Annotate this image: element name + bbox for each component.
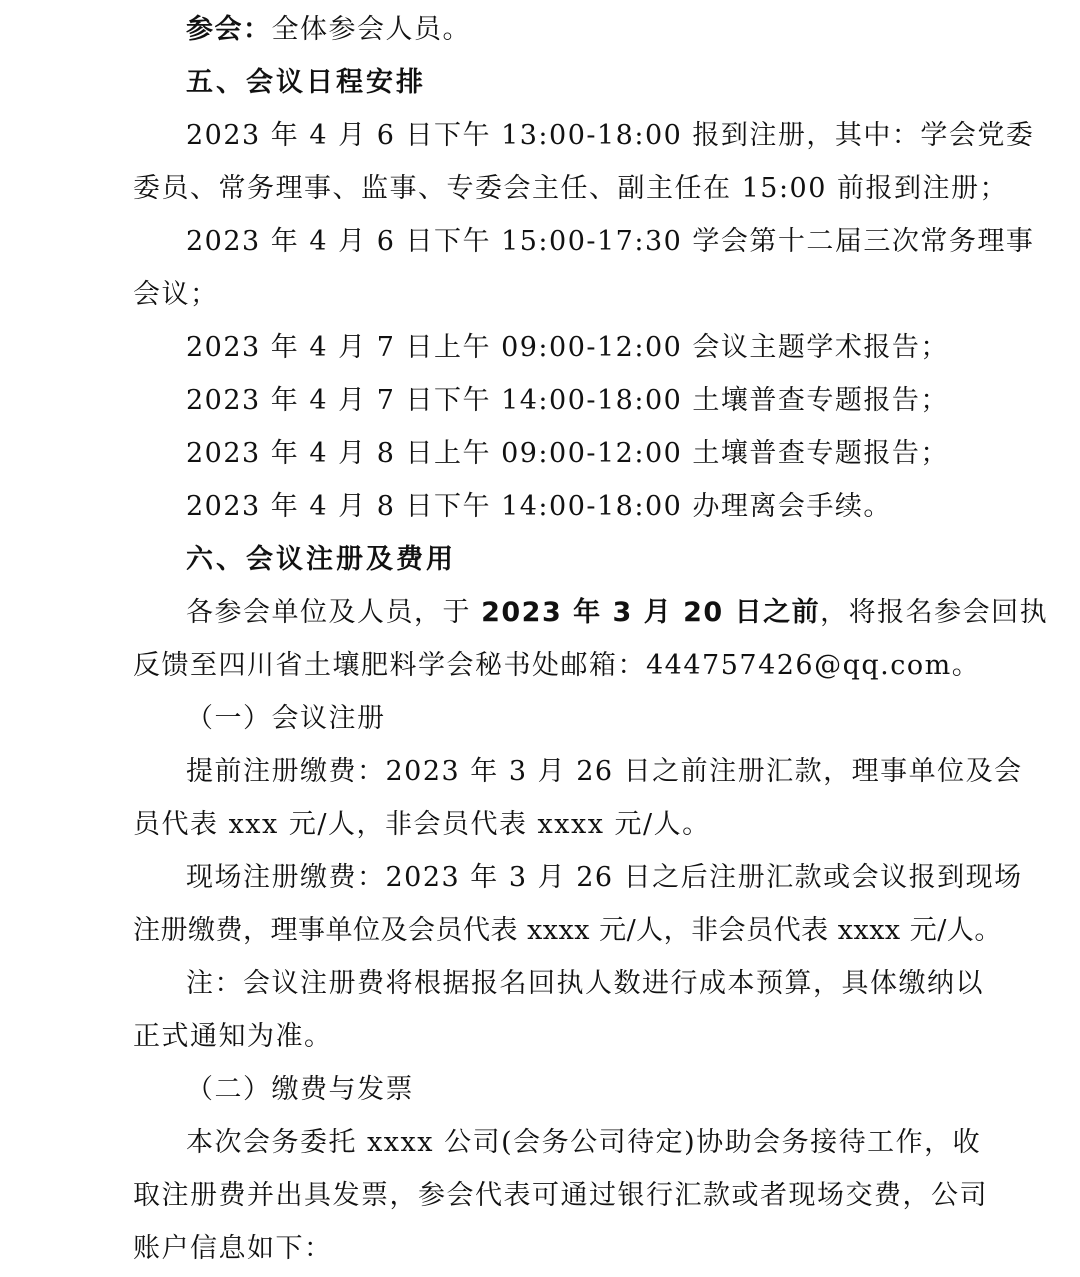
onsite-registration-line1 bbox=[0, 858, 1080, 898]
schedule-item-1-line2 bbox=[0, 169, 1080, 209]
schedule-item-1-line2-text: 委员、常务理事、监事、专委会主任、副主任在 15:00 前报到注册； bbox=[133, 173, 1008, 204]
section5-heading: 五、会议日程安排 bbox=[186, 67, 426, 98]
note-line2: 正式通知为准。 bbox=[133, 1021, 333, 1052]
invoice-line3: 账户信息如下： bbox=[133, 1233, 333, 1264]
section6-heading: 六、会议注册及费用 bbox=[186, 544, 456, 575]
subsection2-heading: （二）缴费与发票 bbox=[186, 1074, 414, 1105]
schedule-item-2-line1-text: 2023 年 4 月 6 日下午 15:00-17:30 学会第十二届三次常务理事 bbox=[186, 226, 1035, 257]
schedule-item-2-line1 bbox=[0, 222, 1080, 262]
invoice-line1 bbox=[0, 1123, 1080, 1163]
note-line1 bbox=[0, 964, 1080, 1004]
note-line1-text: 注：会议注册费将根据报名回执人数进行成本预算，具体缴纳以 bbox=[186, 968, 984, 999]
schedule-item-2-line2: 会议； bbox=[133, 279, 219, 310]
early-registration-line1-text: 提前注册缴费：2023 年 3 月 26 日之前注册汇款，理事单位及会 bbox=[186, 756, 1023, 787]
registration-intro-line1 bbox=[0, 593, 1080, 633]
attendees-line bbox=[0, 10, 1080, 50]
onsite-registration-line1-text: 现场注册缴费：2023 年 3 月 26 日之后注册汇款或会议报到现场 bbox=[186, 862, 1023, 893]
schedule-item-3: 2023 年 4 月 7 日上午 09:00-12:00 会议主题学术报告； bbox=[186, 332, 949, 363]
schedule-item-6: 2023 年 4 月 8 日下午 14:00-18:00 办理离会手续。 bbox=[186, 491, 892, 522]
registration-intro-post: ，将报名参会回执 bbox=[820, 597, 1049, 628]
early-registration-line1 bbox=[0, 752, 1080, 792]
attendees-label: 参会： bbox=[186, 14, 272, 45]
subsection1-heading: （一）会议注册 bbox=[186, 703, 386, 734]
onsite-registration-line2: 注册缴费，理事单位及会员代表 xxxx 元/人，非会员代表 xxxx 元/人。 bbox=[133, 915, 1002, 946]
early-registration-line2: 员代表 xxx 元/人，非会员代表 xxxx 元/人。 bbox=[133, 809, 711, 840]
registration-intro-line2: 反馈至四川省土壤肥料学会秘书处邮箱：444757426@qq.com。 bbox=[133, 650, 981, 681]
invoice-line2-text: 取注册费并出具发票，参会代表可通过银行汇款或者现场交费，公司 bbox=[133, 1180, 988, 1211]
registration-intro-pre: 各参会单位及人员，于 bbox=[186, 597, 482, 628]
schedule-item-1-line1-text: 2023 年 4 月 6 日下午 13:00-18:00 报到注册，其中：学会党委 bbox=[186, 120, 1035, 151]
schedule-item-1-line1 bbox=[0, 116, 1080, 156]
invoice-line1-text: 本次会务委托 xxxx 公司(会务公司待定)协助会务接待工作，收 bbox=[186, 1127, 982, 1158]
schedule-item-4: 2023 年 4 月 7 日下午 14:00-18:00 土壤普查专题报告； bbox=[186, 385, 949, 416]
invoice-line2 bbox=[0, 1176, 1080, 1216]
registration-deadline: 2023 年 3 月 20 日之前 bbox=[481, 597, 821, 628]
attendees-text: 全体参会人员。 bbox=[271, 14, 471, 45]
schedule-item-5: 2023 年 4 月 8 日上午 09:00-12:00 土壤普查专题报告； bbox=[186, 438, 949, 469]
